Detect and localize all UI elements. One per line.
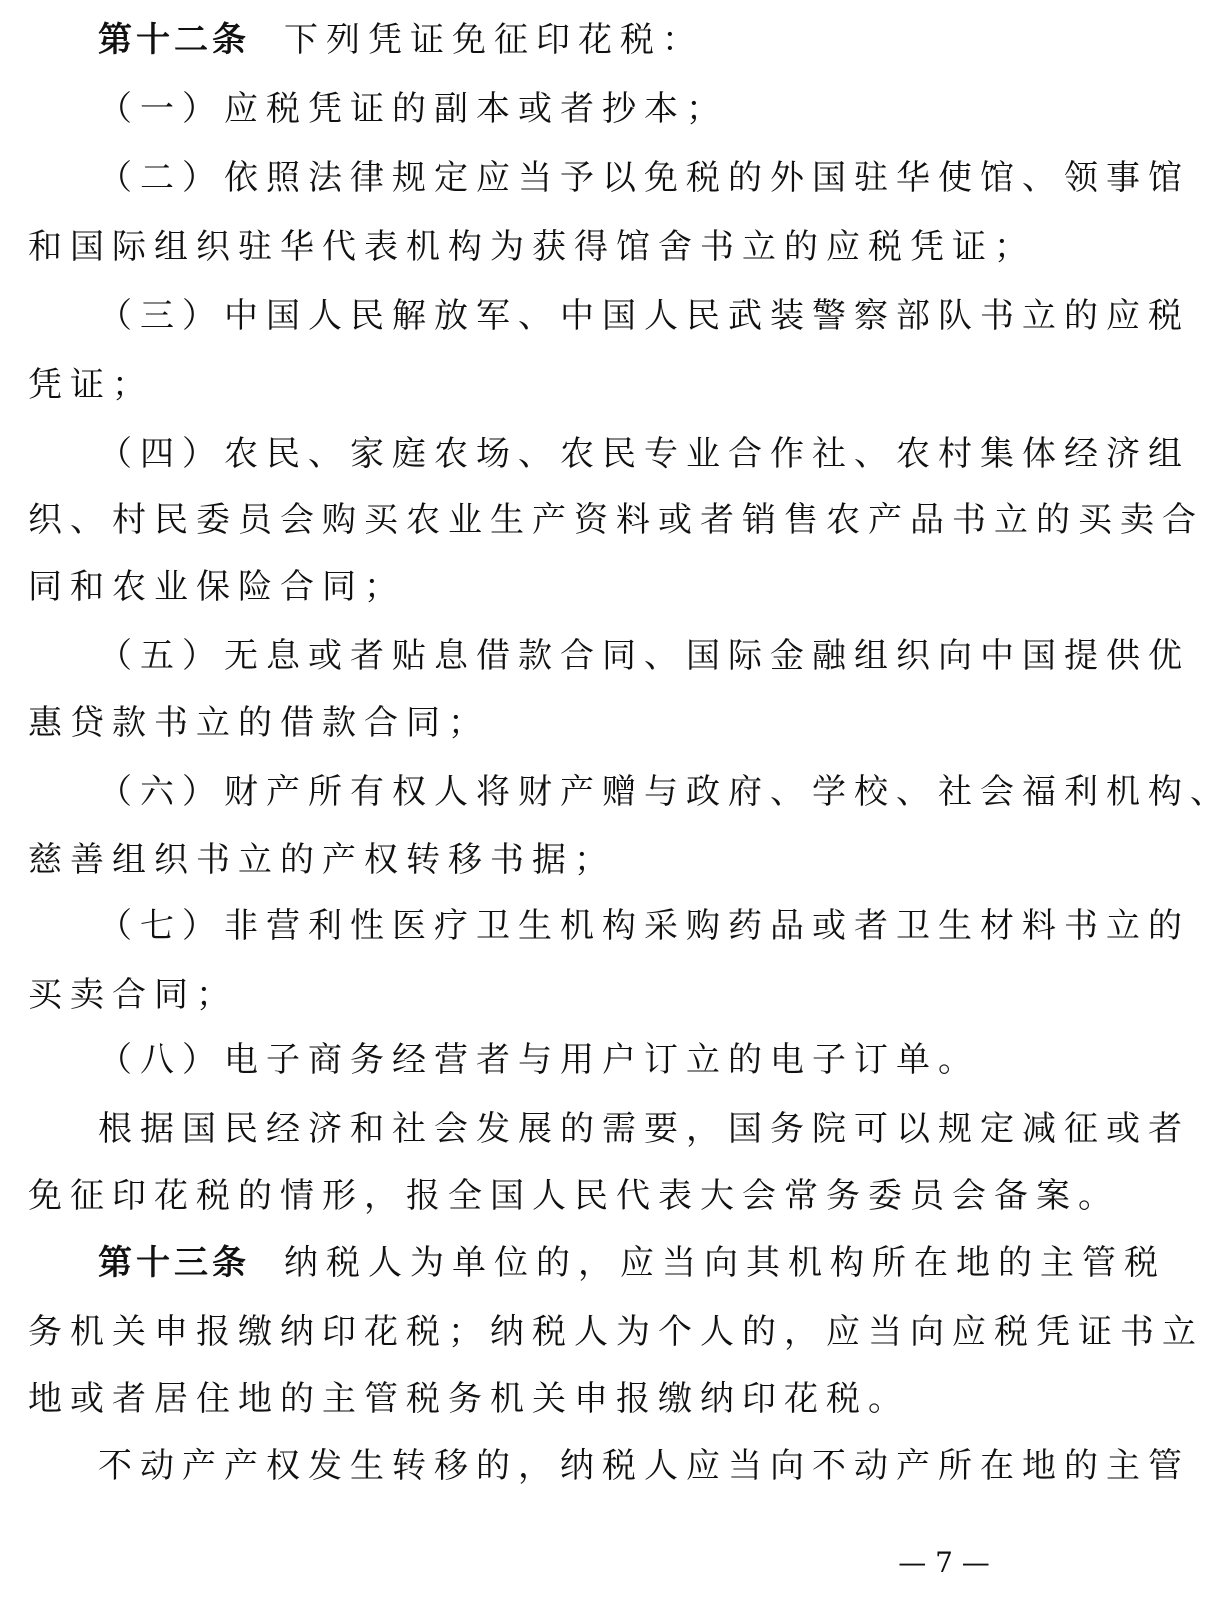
article-12-item-4-line-1: （四）农民、家庭农场、农民专业合作社、农村集体经济组	[98, 434, 1190, 474]
article-13-number: 第十三条	[98, 1243, 250, 1283]
article-12-item-1: （一）应税凭证的副本或者抄本；	[98, 89, 728, 129]
article-12-item-2-line-2: 和国际组织驻华代表机构为获得馆舍书立的应税凭证；	[28, 227, 1036, 267]
article-12-item-2-line-1: （二）依照法律规定应当予以免税的外国驻华使馆、领事馆	[98, 158, 1190, 198]
article-13-paragraph-2-line-1: 不动产产权发生转移的，纳税人应当向不动产所在地的主管	[98, 1446, 1190, 1486]
article-12-paragraph-line-2: 免征印花税的情形，报全国人民代表大会常务委员会备案。	[28, 1176, 1120, 1216]
article-12-item-8: （八）电子商务经营者与用户订立的电子订单。	[98, 1040, 980, 1080]
article-13-paragraph-1-line-1: 纳税人为单位的，应当向其机构所在地的主管税	[284, 1243, 1166, 1283]
article-12-item-4-line-3: 同和农业保险合同；	[28, 567, 406, 607]
article-13-paragraph-1-line-3: 地或者居住地的主管税务机关申报缴纳印花税。	[28, 1379, 910, 1419]
article-12-number: 第十二条	[98, 20, 250, 60]
article-12-item-4-line-2: 织、村民委员会购买农业生产资料或者销售农产品书立的买卖合	[28, 500, 1204, 540]
article-12-intro: 下列凭证免征印花税：	[284, 20, 704, 60]
article-12-item-7-line-1: （七）非营利性医疗卫生机构采购药品或者卫生材料书立的	[98, 906, 1190, 946]
article-12-paragraph-line-1: 根据国民经济和社会发展的需要，国务院可以规定减征或者	[98, 1109, 1190, 1149]
article-12-item-3-line-2: 凭证；	[28, 365, 154, 405]
article-12-heading	[98, 20, 1054, 60]
page-number: — 7 —	[898, 1546, 990, 1579]
article-13-paragraph-1-line-2: 务机关申报缴纳印花税；纳税人为个人的，应当向应税凭证书立	[28, 1312, 1204, 1352]
article-12-item-6-line-2: 慈善组织书立的产权转移书据；	[28, 840, 616, 880]
article-13-heading	[98, 1243, 1166, 1283]
article-12-item-5-line-2: 惠贷款书立的借款合同；	[28, 703, 490, 743]
article-12-item-5-line-1: （五）无息或者贴息借款合同、国际金融组织向中国提供优	[98, 636, 1190, 676]
article-12-item-3-line-1: （三）中国人民解放军、中国人民武装警察部队书立的应税	[98, 296, 1190, 336]
article-12-item-6-line-1: （六）财产所有权人将财产赠与政府、学校、社会福利机构、	[98, 772, 1232, 812]
article-12-item-7-line-2: 买卖合同；	[28, 975, 238, 1015]
